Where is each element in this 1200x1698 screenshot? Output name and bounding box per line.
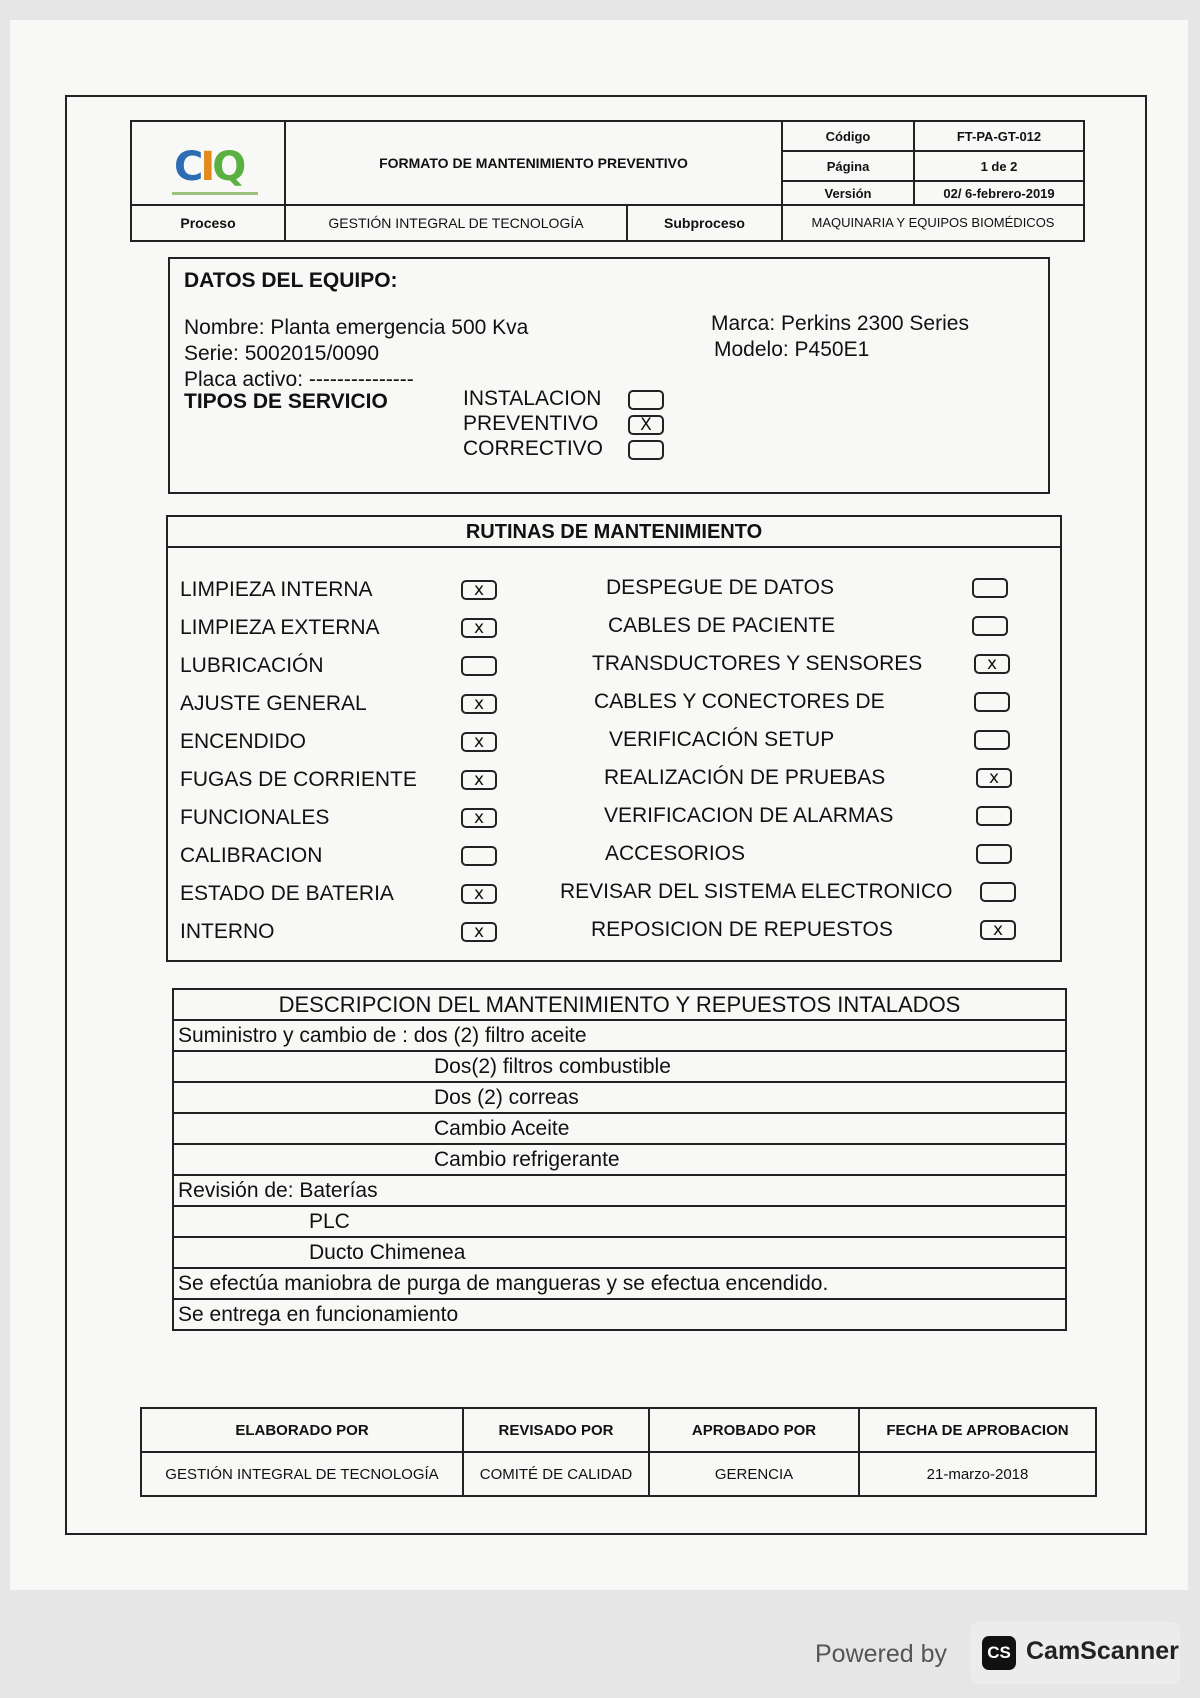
equipment-model: Modelo: P450E1 [714, 338, 870, 361]
description-row: Dos(2) filtros combustible [173, 1051, 1066, 1082]
routine-right-checkbox[interactable]: x [974, 654, 1010, 674]
routine-right-checkbox[interactable] [980, 882, 1016, 902]
routine-left-checkbox[interactable]: x [461, 618, 497, 638]
routine-left-label: AJUSTE GENERAL [180, 692, 367, 715]
routine-right-label: CABLES Y CONECTORES DE [594, 690, 885, 713]
routine-right-checkbox[interactable] [974, 730, 1010, 750]
description-row: Se efectúa maniobra de purga de mangueras y se efectua encendido. [173, 1268, 1066, 1299]
service-instalacion-checkbox[interactable] [628, 390, 664, 410]
routine-right-checkbox[interactable]: x [980, 920, 1016, 940]
camscanner-brand: CamScanner [1026, 1637, 1179, 1665]
routine-right-label: CABLES DE PACIENTE [608, 614, 836, 637]
powered-by-text: Powered by [815, 1640, 948, 1668]
subproceso-value: MAQUINARIA Y EQUIPOS BIOMÉDICOS [782, 205, 1084, 241]
description-row: PLC [173, 1206, 1066, 1237]
pagina-value: 1 de 2 [914, 151, 1084, 181]
equipment-brand: Marca: Perkins 2300 Series [711, 312, 969, 335]
routine-right-checkbox[interactable] [976, 844, 1012, 864]
routine-left-label: FUNCIONALES [180, 806, 330, 829]
routine-left-checkbox[interactable]: x [461, 884, 497, 904]
service-preventivo-label: PREVENTIVO [463, 412, 599, 435]
fecha-header: FECHA DE APROBACION [859, 1408, 1096, 1452]
fecha-value: 21-marzo-2018 [859, 1452, 1096, 1496]
revisado-header: REVISADO POR [463, 1408, 649, 1452]
routine-right-label: DESPEGUE DE DATOS [606, 576, 834, 599]
elaborado-value: GESTIÓN INTEGRAL DE TECNOLOGÍA [141, 1452, 463, 1496]
routine-left-label: LUBRICACIÓN [180, 654, 324, 677]
service-correctivo-checkbox[interactable] [628, 440, 664, 460]
logo-mark: CIQ [174, 144, 244, 190]
proceso-label: Proceso [131, 205, 285, 241]
routine-right-checkbox[interactable]: x [976, 768, 1012, 788]
routine-right-checkbox[interactable] [972, 578, 1008, 598]
routine-left-label: FUGAS DE CORRIENTE [180, 768, 417, 791]
description-title: DESCRIPCION DEL MANTENIMIENTO Y REPUESTOS INTALADOS [173, 989, 1066, 1020]
header-table [130, 120, 1085, 242]
approval-table [140, 1407, 1097, 1497]
routine-left-checkbox[interactable] [461, 846, 497, 866]
routine-left-label: ESTADO DE BATERIA [180, 882, 394, 905]
equipment-data-section [168, 257, 1050, 494]
description-row: Suministro y cambio de : dos (2) filtro aceite [173, 1020, 1066, 1051]
version-label: Versión [782, 181, 914, 205]
routine-right-label: TRANSDUCTORES Y SENSORES [592, 652, 923, 675]
elaborado-header: ELABORADO POR [141, 1408, 463, 1452]
equipment-name: Nombre: Planta emergencia 500 Kva [184, 316, 529, 339]
service-types-label: TIPOS DE SERVICIO [184, 390, 388, 413]
equipment-serial: Serie: 5002015/0090 [184, 342, 379, 365]
revisado-value: COMITÉ DE CALIDAD [463, 1452, 649, 1496]
routine-right-label: REPOSICION DE REPUESTOS [591, 918, 893, 941]
routine-left-checkbox[interactable]: x [461, 770, 497, 790]
description-row: Dos (2) correas [173, 1082, 1066, 1113]
description-row: Se entrega en funcionamiento [173, 1299, 1066, 1330]
routine-left-label: CALIBRACION [180, 844, 323, 867]
routine-left-label: ENCENDIDO [180, 730, 307, 753]
aprobado-header: APROBADO POR [649, 1408, 859, 1452]
routine-left-checkbox[interactable] [461, 656, 497, 676]
aprobado-value: GERENCIA [649, 1452, 859, 1496]
routine-right-label: VERIFICACIÓN SETUP [609, 728, 835, 751]
routine-right-checkbox[interactable] [976, 806, 1012, 826]
routine-right-label: REALIZACIÓN DE PRUEBAS [604, 766, 886, 789]
routine-right-label: REVISAR DEL SISTEMA ELECTRONICO [560, 880, 953, 903]
equipment-asset-tag: Placa activo: --------------- [184, 368, 414, 391]
routine-left-checkbox[interactable]: x [461, 732, 497, 752]
description-row: Cambio refrigerante [173, 1144, 1066, 1175]
proceso-value: GESTIÓN INTEGRAL DE TECNOLOGÍA [285, 205, 627, 241]
routine-left-checkbox[interactable]: x [461, 580, 497, 600]
routine-right-checkbox[interactable] [974, 692, 1010, 712]
description-row: Cambio Aceite [173, 1113, 1066, 1144]
routine-left-label: LIMPIEZA EXTERNA [180, 616, 380, 639]
description-row: Revisión de: Baterías [173, 1175, 1066, 1206]
routine-left-checkbox[interactable]: x [461, 808, 497, 828]
equipment-data-title: DATOS DEL EQUIPO: [184, 269, 398, 292]
maintenance-routines-section [166, 515, 1062, 962]
routine-right-label: ACCESORIOS [605, 842, 746, 865]
routine-right-label: VERIFICACION DE ALARMAS [604, 804, 894, 827]
codigo-label: Código [782, 121, 914, 151]
version-value: 02/ 6-febrero-2019 [914, 181, 1084, 205]
service-instalacion-label: INSTALACION [463, 387, 602, 410]
subproceso-label: Subproceso [627, 205, 782, 241]
codigo-value: FT-PA-GT-012 [914, 121, 1084, 151]
service-correctivo-label: CORRECTIVO [463, 437, 604, 460]
camscanner-icon: CS [982, 1636, 1016, 1670]
routine-left-checkbox[interactable]: x [461, 694, 497, 714]
logo-underline [172, 192, 258, 195]
routine-left-label: LIMPIEZA INTERNA [180, 578, 373, 601]
document-title: FORMATO DE MANTENIMIENTO PREVENTIVO [285, 121, 782, 205]
pagina-label: Página [782, 151, 914, 181]
service-preventivo-checkbox[interactable]: X [628, 415, 664, 435]
logo [131, 121, 285, 205]
routine-left-label: INTERNO [180, 920, 275, 943]
description-row: Ducto Chimenea [173, 1237, 1066, 1268]
routine-right-checkbox[interactable] [972, 616, 1008, 636]
routine-left-checkbox[interactable]: x [461, 922, 497, 942]
camscanner-badge [970, 1622, 1180, 1684]
description-table [172, 988, 1067, 1331]
maintenance-routines-title: RUTINAS DE MANTENIMIENTO [168, 517, 1060, 548]
